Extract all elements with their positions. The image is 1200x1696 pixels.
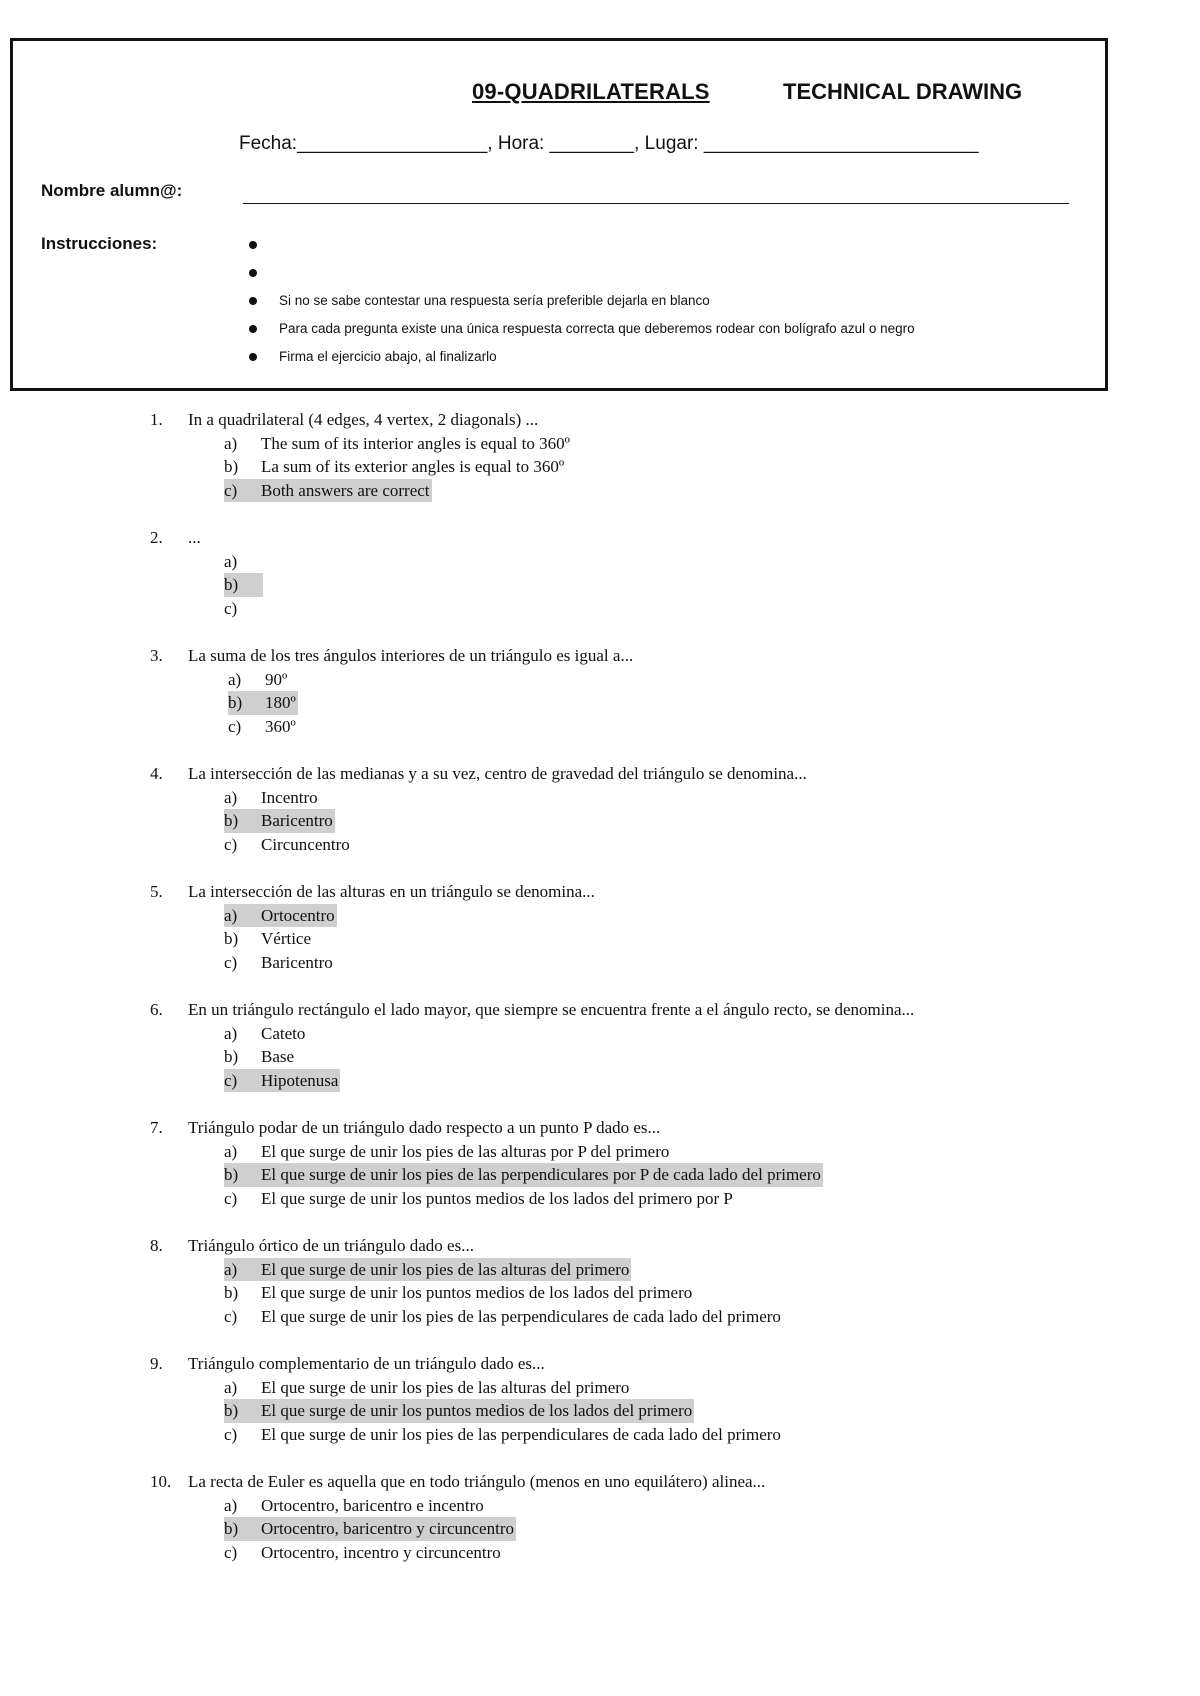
option-letter: c) [224, 598, 238, 618]
option-line [0, 1494, 1200, 1518]
question-line [0, 762, 1200, 786]
question-line [0, 1116, 1200, 1140]
exam-header-box [10, 38, 1108, 391]
question-line [0, 526, 1200, 550]
option-line [0, 1517, 1200, 1541]
option-line [0, 550, 1200, 574]
answer-option-correct[interactable] [224, 1163, 823, 1187]
option-text: El que surge de unir los pies de las perpendiculares de cada lado del primero [261, 1306, 781, 1326]
option-line [0, 691, 1200, 715]
answer-option-correct[interactable] [224, 1258, 631, 1282]
question-line [0, 1470, 1200, 1494]
option-text: Circuncentro [261, 834, 350, 854]
option-text: Ortocentro [261, 905, 335, 925]
option-letter: a) [224, 1023, 238, 1043]
option-text: El que surge de unir los puntos medios de los lados del primero [261, 1401, 693, 1420]
question-text: La intersección de las alturas en un triángulo se denomina... [188, 882, 595, 901]
answer-option[interactable] [224, 550, 263, 574]
subject-title: TECHNICAL DRAWING [783, 79, 1023, 104]
option-line [0, 904, 1200, 928]
answer-option[interactable] [224, 951, 335, 975]
option-letter: a) [224, 1141, 238, 1161]
option-text: The sum of its interior angles is equal to 360º [261, 433, 570, 453]
option-line [0, 455, 1200, 479]
option-line [0, 1281, 1200, 1305]
option-line [0, 833, 1200, 857]
question-text: Triángulo podar de un triángulo dado respecto a un punto P dado es... [188, 1118, 661, 1137]
question-number: 9. [150, 1354, 163, 1373]
option-line [0, 1140, 1200, 1164]
answer-option[interactable] [224, 1045, 296, 1069]
answer-option[interactable] [224, 1187, 735, 1211]
option-letter: b) [224, 1047, 239, 1066]
question-text: La suma de los tres ángulos interiores de un triángulo es igual a... [188, 646, 634, 665]
option-line [0, 432, 1200, 456]
answer-option[interactable] [228, 668, 289, 692]
question-item [0, 1352, 1200, 1446]
question-text: ... [188, 528, 201, 547]
answer-option[interactable] [224, 1541, 503, 1565]
option-line [0, 573, 1200, 597]
option-line [0, 1399, 1200, 1423]
question-text: La intersección de las medianas y a su vez, centro de gravedad del triángulo se denomina... [188, 764, 807, 783]
answer-option-correct[interactable] [224, 904, 337, 928]
option-text: 180º [265, 693, 296, 712]
option-letter: b) [224, 929, 239, 948]
option-line [0, 927, 1200, 951]
answer-option-correct[interactable] [224, 809, 335, 833]
answer-option[interactable] [228, 715, 298, 739]
option-text: 360º [265, 716, 296, 736]
option-line [0, 1022, 1200, 1046]
option-line [0, 1045, 1200, 1069]
instruction-text: Para cada pregunta existe una única respuesta correcta que deberemos rodear con bolígrafo azul o negro [279, 321, 915, 336]
question-item [0, 1234, 1200, 1328]
answer-option-correct[interactable] [224, 1069, 340, 1093]
option-text: Hipotenusa [261, 1070, 339, 1090]
bullet-icon [249, 269, 257, 277]
question-item [0, 1116, 1200, 1210]
question-number: 1. [150, 410, 163, 429]
option-text: El que surge de unir los pies de las alturas del primero [261, 1377, 630, 1397]
question-line [0, 408, 1200, 432]
question-item [0, 880, 1200, 974]
option-line [0, 1305, 1200, 1329]
question-number: 5. [150, 882, 163, 901]
option-letter: b) [224, 1401, 239, 1420]
answer-option[interactable] [224, 1281, 694, 1305]
option-line [0, 597, 1200, 621]
option-letter: b) [224, 457, 239, 476]
option-text: El que surge de unir los puntos medios de los lados del primero [261, 1283, 693, 1302]
option-letter: c) [224, 480, 238, 500]
option-text: El que surge de unir los puntos medios de los lados del primero por P [261, 1188, 733, 1208]
option-letter: c) [224, 834, 238, 854]
question-line [0, 644, 1200, 668]
date-time-place-line: Fecha:__________________, Hora: ________, Lugar: __________________________ [239, 133, 979, 154]
option-letter: b) [224, 1283, 239, 1302]
option-letter: c) [224, 1306, 238, 1326]
answer-option[interactable] [224, 786, 320, 810]
option-line [0, 479, 1200, 503]
option-line [0, 1376, 1200, 1400]
question-number: 10. [150, 1472, 172, 1491]
bullet-icon [249, 325, 257, 333]
option-letter: b) [228, 693, 243, 712]
question-item [0, 644, 1200, 738]
instruction-text: Si no se sabe contestar una respuesta sería preferible dejarla en blanco [279, 293, 710, 308]
student-name-line [243, 203, 1069, 204]
option-line [0, 1541, 1200, 1565]
option-line [0, 786, 1200, 810]
instruction-text: Firma el ejercicio abajo, al finalizarlo [279, 349, 497, 364]
student-name-label: Nombre alumn@: [41, 181, 183, 200]
question-line [0, 1352, 1200, 1376]
answer-option[interactable] [224, 1022, 307, 1046]
question-item [0, 526, 1200, 620]
option-letter: b) [224, 575, 239, 594]
option-text: Cateto [261, 1023, 306, 1043]
option-text: El que surge de unir los pies de las perpendiculares por P de cada lado del primero [261, 1165, 821, 1184]
option-letter: a) [224, 1377, 238, 1397]
option-letter: b) [224, 1519, 239, 1538]
answer-option[interactable] [224, 1140, 671, 1164]
answer-option-correct[interactable] [228, 691, 298, 715]
option-letter: a) [224, 1259, 238, 1279]
option-letter: c) [224, 952, 238, 972]
option-line [0, 668, 1200, 692]
option-line [0, 1163, 1200, 1187]
question-number: 7. [150, 1118, 163, 1137]
option-letter: c) [228, 716, 242, 736]
question-text: En un triángulo rectángulo el lado mayor, que siempre se encuentra frente a el ángulo recto, se denomina... [188, 1000, 915, 1019]
answer-option[interactable] [224, 1494, 486, 1518]
answer-option[interactable] [224, 1376, 631, 1400]
option-line [0, 1258, 1200, 1282]
question-item [0, 408, 1200, 502]
question-text: Triángulo complementario de un triángulo dado es... [188, 1354, 545, 1373]
question-text: In a quadrilateral (4 edges, 4 vertex, 2 diagonals) ... [188, 410, 539, 429]
option-text: Base [261, 1047, 295, 1066]
option-text: Both answers are correct [261, 480, 430, 500]
option-text: El que surge de unir los pies de las perpendiculares de cada lado del primero [261, 1424, 781, 1444]
exam-title: 09-QUADRILATERALS [472, 79, 710, 104]
answer-option-correct[interactable] [224, 1399, 694, 1423]
answer-option[interactable] [224, 1305, 783, 1329]
question-text: La recta de Euler es aquella que en todo triángulo (menos en uno equilátero) alinea... [188, 1472, 766, 1491]
option-letter: a) [224, 1495, 238, 1515]
option-letter: c) [224, 1424, 238, 1444]
question-list [0, 408, 1200, 1588]
option-text: Ortocentro, baricentro y circuncentro [261, 1519, 514, 1538]
option-text: La sum of its exterior angles is equal to 360º [261, 457, 565, 476]
option-text: 90º [265, 669, 288, 689]
option-letter: a) [224, 433, 238, 453]
option-text: El que surge de unir los pies de las alturas por P del primero [261, 1141, 670, 1161]
bullet-icon [249, 297, 257, 305]
question-number: 2. [150, 528, 163, 547]
instruction-item [241, 315, 915, 343]
bullet-icon [249, 353, 257, 361]
instructions-label: Instrucciones: [41, 234, 158, 253]
instruction-item [241, 343, 915, 371]
answer-option[interactable] [224, 833, 352, 857]
answer-option-correct[interactable] [224, 1517, 516, 1541]
answer-option[interactable] [224, 927, 313, 951]
option-text: El que surge de unir los pies de las alturas del primero [261, 1259, 630, 1279]
option-text: Baricentro [261, 811, 333, 830]
option-letter: c) [224, 1542, 238, 1562]
question-number: 4. [150, 764, 163, 783]
option-text: Vértice [261, 929, 312, 948]
option-letter: c) [224, 1070, 238, 1090]
question-line [0, 880, 1200, 904]
bullet-icon [249, 241, 257, 249]
option-line [0, 715, 1200, 739]
option-letter: b) [224, 811, 239, 830]
option-text: Incentro [261, 787, 318, 807]
instruction-item [241, 259, 915, 287]
question-item [0, 1470, 1200, 1564]
answer-option[interactable] [224, 455, 566, 479]
question-number: 6. [150, 1000, 163, 1019]
instructions-list [241, 231, 915, 371]
answer-option[interactable] [224, 597, 263, 621]
option-line [0, 1069, 1200, 1093]
option-line [0, 1423, 1200, 1447]
option-text: Baricentro [261, 952, 333, 972]
option-text: Ortocentro, baricentro e incentro [261, 1495, 484, 1515]
answer-option-correct[interactable] [224, 479, 432, 503]
question-line [0, 998, 1200, 1022]
option-line [0, 809, 1200, 833]
option-letter: a) [224, 551, 238, 571]
instruction-item [241, 231, 915, 259]
option-letter: a) [224, 787, 238, 807]
answer-option[interactable] [224, 1423, 783, 1447]
option-line [0, 951, 1200, 975]
question-item [0, 762, 1200, 856]
question-number: 8. [150, 1236, 163, 1255]
option-line [0, 1187, 1200, 1211]
option-letter: a) [224, 905, 238, 925]
question-text: Triángulo órtico de un triángulo dado es... [188, 1236, 474, 1255]
question-item [0, 998, 1200, 1092]
answer-option[interactable] [224, 432, 572, 456]
instruction-item [241, 287, 915, 315]
option-letter: b) [224, 1165, 239, 1184]
option-letter: c) [224, 1188, 238, 1208]
option-letter: a) [228, 669, 242, 689]
question-line [0, 1234, 1200, 1258]
option-text: Ortocentro, incentro y circuncentro [261, 1542, 501, 1562]
answer-option-correct[interactable] [224, 573, 263, 597]
question-number: 3. [150, 646, 163, 665]
